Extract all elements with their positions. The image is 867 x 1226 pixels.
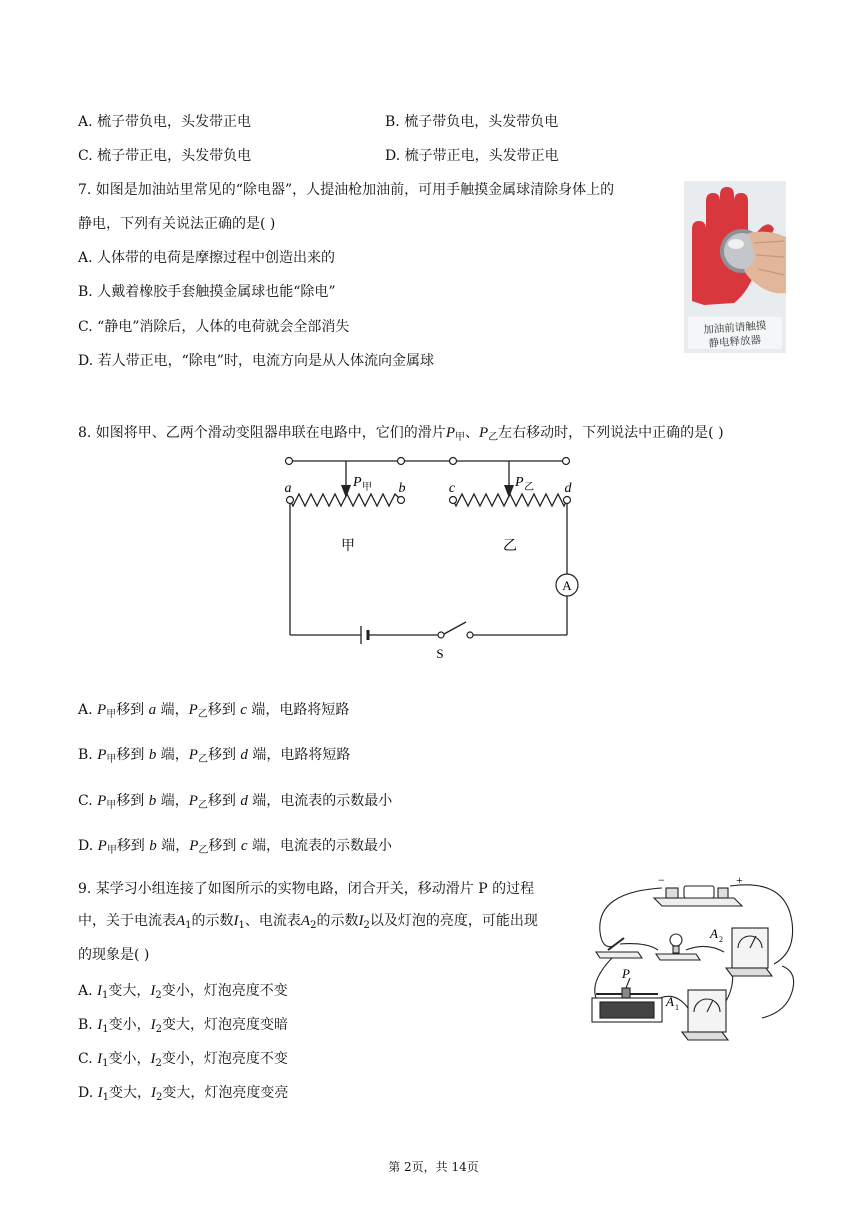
page-footer: 第 2页，共 14页 [388, 1160, 479, 1174]
slider-label-p: P [622, 966, 630, 981]
q7-option-b: B. 人戴着橡胶手套触摸金属球也能“除电” [78, 284, 336, 300]
circuit-label-p-jia: P [353, 475, 362, 490]
ammeter-a2-sub: 2 [719, 935, 723, 944]
q9-option-a: A. $I_1$变大，$I_2$变小，灯泡亮度不变 [78, 983, 288, 1001]
q9-option-d: D. $I_1$变大，$I_2$变大，灯泡亮度变亮 [78, 1085, 289, 1103]
circuit-label-ammeter: A [562, 578, 572, 593]
circuit-label-p-yi-sub: 乙 [524, 482, 534, 493]
ammeter-a1-sub: 1 [675, 1003, 679, 1012]
q9-stem-line1: 9. 某学习小组连接了如图所示的实物电路，闭合开关，移动滑片 P 的过程 [78, 881, 535, 897]
q9-circuit-illustration [586, 872, 801, 1048]
circuit-label-p-jia-sub: 甲 [362, 482, 372, 493]
q6-option-b: B. 梳子带负电，头发带负电 [385, 114, 559, 130]
q9-option-b: B. $I_1$变小，$I_2$变大，灯泡亮度变暗 [78, 1017, 288, 1035]
q9-stem-line3: 的现象是( ) [78, 947, 150, 963]
q8-option-b: B. $P_甲$移到 b 端，$P_乙$移到 d 端，电路将短路 [78, 747, 351, 765]
circuit-label-d: d [564, 481, 572, 496]
q7-stem-line2: 静电，下列有关说法正确的是( ) [78, 216, 276, 232]
q8-stem: 8. 如图将甲、乙两个滑动变阻器串联在电路中，它们的滑片$P_甲$、$P_乙$左右移动时，下列说法中正确的是( ) [78, 425, 724, 443]
q9-stem-line2: 中，关于电流表$A_1$的示数$I_1$、电流表$A_2$的示数$I_2$以及灯泡的亮度，可能出现 [78, 913, 538, 931]
q6-option-a: A. 梳子带负电，头发带正电 [78, 114, 252, 130]
ammeter-a1-label: A [666, 994, 674, 1009]
q8-option-a: A. $P_甲$移到 a 端，$P_乙$移到 c 端，电路将短路 [78, 702, 350, 720]
q6-option-c: C. 梳子带正电，头发带负电 [78, 148, 252, 164]
ammeter-a2-label: A [710, 926, 718, 941]
q8-circuit-diagram [270, 448, 590, 666]
battery-plus: + [736, 873, 743, 887]
q9-option-c: C. $I_1$变小，$I_2$变小，灯泡亮度不变 [78, 1051, 288, 1069]
photo-caption-line1: 加油前请触摸 [703, 320, 767, 337]
q7-option-a: A. 人体带的电荷是摩擦过程中创造出来的 [78, 250, 336, 266]
static-discharger-photo [684, 181, 786, 353]
circuit-label-switch: S [436, 646, 444, 661]
photo-caption-line2: 静电释放器 [708, 335, 762, 350]
circuit-label-p-yi: P [515, 475, 524, 490]
circuit-label-jia: 甲 [341, 539, 355, 554]
q8-option-d: D. $P_甲$移到 b 端，$P_乙$移到 c 端，电流表的示数最小 [78, 838, 392, 856]
circuit-label-c: c [448, 481, 456, 496]
q7-option-c: C. “静电”消除后，人体的电荷就会全部消失 [78, 319, 350, 335]
battery-minus: − [658, 873, 665, 887]
q8-option-c: C. $P_甲$移到 b 端，$P_乙$移到 d 端，电流表的示数最小 [78, 793, 393, 811]
q6-option-d: D. 梳子带正电，头发带正电 [385, 148, 559, 164]
q7-stem-line1: 7. 如图是加油站里常见的“除电器”，人提油枪加油前，可用手触摸金属球清除身体上的 [78, 182, 615, 198]
circuit-label-yi: 乙 [503, 539, 517, 554]
circuit-label-a: a [284, 481, 292, 496]
q7-option-d: D. 若人带正电，“除电”时，电流方向是从人体流向金属球 [78, 353, 434, 369]
circuit-label-b: b [398, 481, 406, 496]
